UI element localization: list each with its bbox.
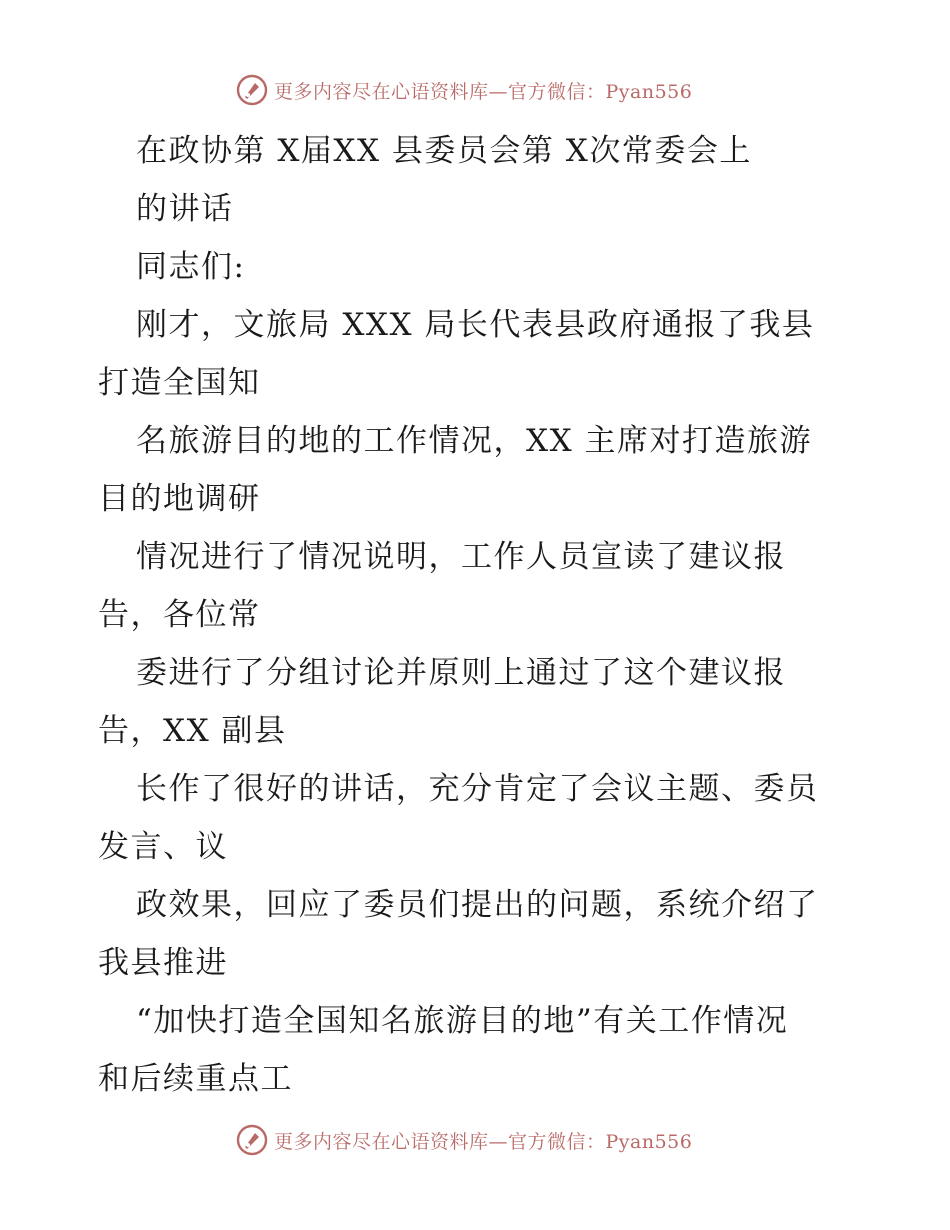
paragraph-line: 委进行了分组讨论并原则上通过了这个建议报 xyxy=(136,655,786,691)
paragraph-line: 告，各位常 xyxy=(98,597,261,633)
paragraph-line: 情况进行了情况说明，工作人员宣读了建议报 xyxy=(136,539,786,575)
paragraph-line: 打造全国知 xyxy=(98,365,261,401)
pen-nib-logo-icon xyxy=(236,74,268,106)
watermark-text: 更多内容尽在心语资料库—官方微信：Pyan556 xyxy=(274,80,693,103)
paragraph-line: 我县推进 xyxy=(98,945,228,981)
paragraph-line: 政效果，回应了委员们提出的问题，系统介绍了 xyxy=(136,887,819,923)
paragraph-line: 告，XX 副县 xyxy=(98,713,287,749)
pen-nib-logo-icon xyxy=(236,1124,268,1156)
footer-watermark xyxy=(236,1122,716,1158)
paragraph-line: 目的地调研 xyxy=(98,481,261,517)
paragraph-line: 名旅游目的地的工作情况，XX 主席对打造旅游 xyxy=(136,423,812,459)
title-line-2: 的讲话 xyxy=(136,191,234,227)
document-body xyxy=(98,122,878,1108)
paragraph-line: 长作了很好的讲话，充分肯定了会议主题、委员 xyxy=(136,771,819,807)
paragraph-line: 刚才，文旅局 XXX 局长代表县政府通报了我县 xyxy=(136,307,815,343)
paragraph-line: “加快打造全国知名旅游目的地”有关工作情况 xyxy=(136,1003,789,1039)
header-watermark xyxy=(236,72,716,108)
paragraph-line: 发言、议 xyxy=(98,829,228,865)
paragraph-line: 和后续重点工 xyxy=(98,1061,293,1097)
watermark-text: 更多内容尽在心语资料库—官方微信：Pyan556 xyxy=(274,1130,693,1153)
title-line-1: 在政协第 X届XX 县委员会第 X次常委会上 xyxy=(136,133,752,169)
salutation: 同志们: xyxy=(136,249,246,285)
